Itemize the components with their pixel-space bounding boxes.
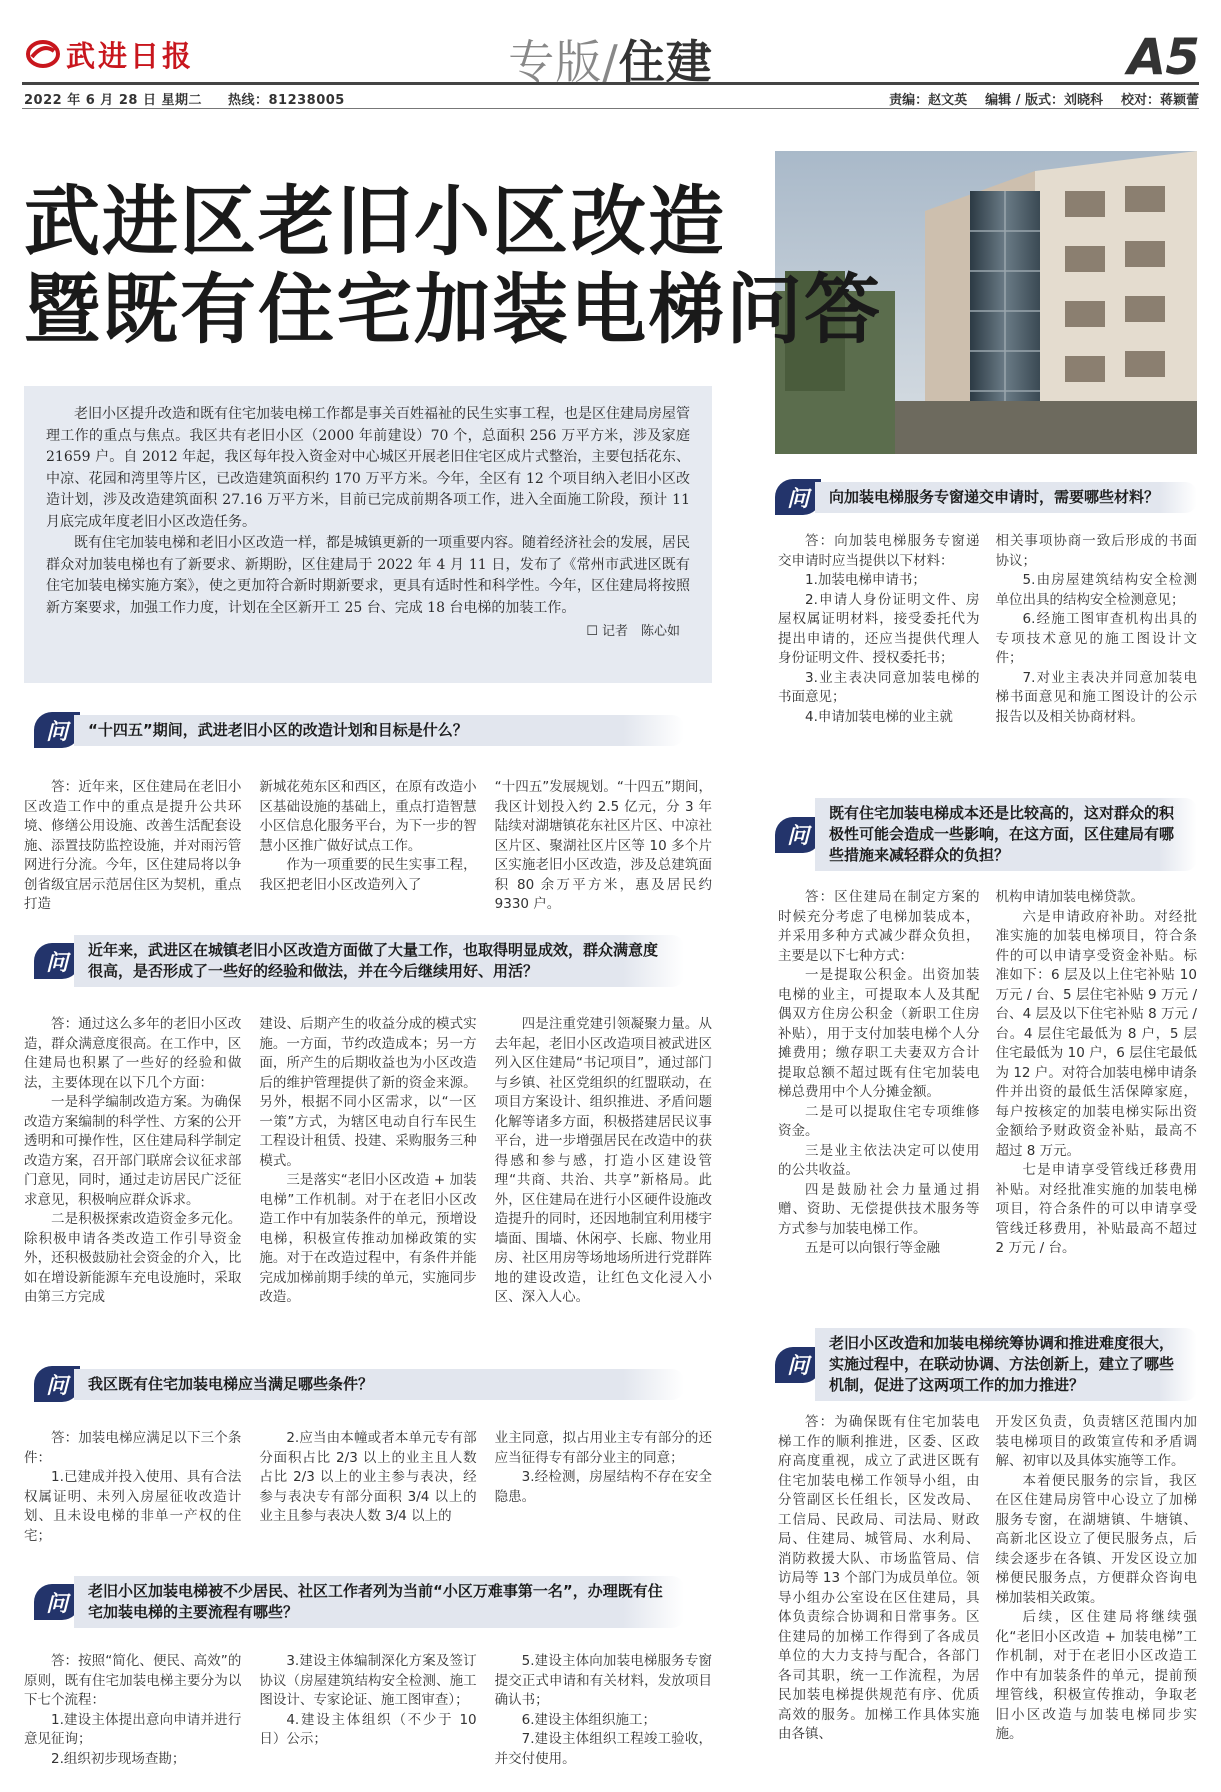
intro-paragraph-2: 既有住宅加装电梯和老旧小区改造一样，都是城镇更新的一项重要内容。随着经济社会的发展，居民群众对加装电梯也有了新要求、新期盼，区住建局于 2022 年 4 月 11 日，发布了《常州市武进区既有住宅加装电梯实施方案》，使之更加符合新时期新要求，更具有适时性和科学性。今年，区住建局将按照新方案要求，加强工作力度，计划在全区新开工 25 台、完成 18 台电梯的加装工作。 (46, 535, 690, 616)
answer-6 (778, 888, 1197, 1294)
answer-2 (24, 1015, 712, 1325)
answer-5 (778, 532, 1197, 758)
answer-4-col-1c: 2.组织初步现场查勘； (51, 1750, 186, 1767)
question-7-text: 老旧小区改造和加装电梯统筹协调和推进难度很大，实施过程中，在联动协调、方法创新上，建立了哪些机制，促进了这两项工作的加力推进？ (815, 1328, 1197, 1401)
headline-line-1: 武进区老旧小区改造 (24, 177, 726, 266)
answer-3-col-3b: 3.经检测，房屋结构不存在安全隐患。 (494, 1469, 712, 1505)
answer-3-col-3a: 业主同意，拟占用业主专有部分的还应当征得专有部分业主的同意； (494, 1430, 712, 1466)
answer-4-col-2a: 3.建设主体编制深化方案及签订协议（房屋建筑结构安全检测、施工图设计、专家论证、施工图审查）； (259, 1653, 477, 1708)
answer-6-col-2c: 七是申请享受管线迁移费用补贴。对经批准实施的加装电梯项目，符合条件的可以申请享受管线迁移费用，补贴最高不超过 2 万元 / 台。 (995, 1162, 1197, 1256)
byline: ☐ 记者 陈心如 (586, 624, 680, 639)
intro-paragraph-1: 老旧小区提升改造和既有住宅加装电梯工作都是事关百姓福祉的民生实事工程，也是区住建局房屋管理工作的重点与焦点。我区共有老旧小区（2000 年前建设）70 个，总面积 256 万平方米，涉及家庭 21659 户。自 2012 年起，我区每年投入资金对中心城区开展老旧住宅区成片式整治，主要包括花东、中凉、花园和湾里等片区，已改造建筑面积约 170 万平方米。今年，全区有 12 个项目纳入老旧小区改造计划，涉及改造建筑面积 27.16 万平方米，目前已完成前期各项工作，进入全面施工阶段，预计 11 月底完成年度老旧小区改造任务。 (46, 406, 690, 530)
question-4-text: 老旧小区加装电梯被不少居民、社区工作者列为当前“小区万难事第一名”，办理既有住宅加装电梯的主要流程有哪些？ (74, 1576, 684, 1628)
question-2-text: 近年来，武进区在城镇老旧小区改造方面做了大量工作，也取得明显成效，群众满意度很高，是否形成了一些好的经验和做法，并在今后继续用好、用活？ (74, 935, 684, 987)
answer-6-col-1a: 答：区住建局在制定方案的时候充分考虑了电梯加装成本，并采用多种方式减少群众负担，主要是以下七种方式： (778, 889, 980, 964)
answer-3-col-2: 2.应当由本幢或者本单元专有部分面积占比 2/3 以上的业主且人数占比 2/3 以上的业主参与表决，经参与表决专有部分面积 3/4 以上的业主且参与表决人数 3/4 以上的 (259, 1430, 477, 1524)
answer-7-col-1: 答：为确保既有住宅加装电梯工作的顺利推进，区委、区政府高度重视，成立了武进区既有住宅加装电梯工作领导小组，由分管副区长任组长，区发改局、工信局、民政局、司法局、财政局、住建局、城管局、水利局、消防救援大队、市场监管局、信访局等 13 个部门为成员单位。领导小组办公室设在区住建局，具体负责综合协调和日常事务。区住建局的加梯工作得到了各成员单位的大力支持与配合，各部门各司其职，统一工作流程，为居民加装电梯提供规范有序、优质高效的服务。加梯工作具体实施由各镇、 (778, 1414, 980, 1742)
answer-2-col-2b: 三是落实“老旧小区改造 + 加装电梯”工作机制。对于在老旧小区改造工作中有加装条件的单元，预增设电梯，积极宣传推动加梯政策的实施。对于在改造过程中，有条件并能完成加梯前期手续的单元，实施同步改造。 (259, 1172, 477, 1305)
question-badge: 问 (775, 817, 821, 853)
answer-3 (24, 1429, 712, 1544)
answer-1-col-1: 答：近年来，区住建局在老旧小区改造工作中的重点是提升公共环境、修缮公用设施、改善生活配套设施、添置技防监控设施，并对雨污管网进行分流。今年，区住建局将以争创省级宜居示范居住区为契机，重点打造 (24, 779, 242, 912)
answer-3-col-1b: 1.已建成并投入使用、具有合法权属证明、未列入房屋征收改造计划、且未设电梯的非单一产权的住宅； (24, 1469, 242, 1544)
answer-1-col-2b: 作为一项重要的民生实事工程，我区把老旧小区改造列入了 (259, 857, 477, 893)
answer-6-col-1d: 三是业主依法决定可以使用的公共收益。 (778, 1142, 980, 1178)
issue-info (24, 89, 371, 108)
answer-7-col-2c: 后续，区住建局将继续强化“老旧小区改造 + 加装电梯”工作机制，对于在老旧小区改造工作中有加装条件的单元，提前预埋管线，积极宣传推动，争取老旧小区改造与加装电梯同步实施。 (995, 1609, 1197, 1742)
question-4 (34, 1576, 684, 1628)
answer-5-col-1a: 答：向加装电梯服务专窗递交申请时应当提供以下材料： (778, 533, 980, 569)
answer-5-col-1e: 4.申请加装电梯的业主就 (805, 708, 953, 725)
logo-text: 武进日报 (66, 38, 195, 73)
answer-5-col-1b: 1.加装电梯申请书； (805, 572, 926, 588)
answer-1-col-3: “十四五”发展规划。“十四五”期间，我区计划投入约 2.5 亿元，分 3 年陆续对湖塘镇花东社区片区、中凉社区片区、聚湖社区片区等 10 多个片区实施老旧小区改造，涉及总建筑面积 80 余万平方米，惠及居民约 9330 户。 (494, 779, 712, 912)
answer-5-col-1d: 3.业主表决同意加装电梯的书面意见； (778, 669, 980, 705)
section-topic: 住建 (618, 35, 713, 89)
question-badge: 问 (34, 943, 80, 979)
question-badge: 问 (775, 479, 821, 515)
answer-4-col-2b: 4.建设主体组织（不少于 10 日）公示； (259, 1711, 477, 1747)
question-2 (34, 935, 684, 987)
answer-3-col-1a: 答：加装电梯应满足以下三个条件： (24, 1430, 242, 1466)
answer-5-col-2c: 6.经施工图审查机构出具的专项技术意见的施工图设计文件； (995, 611, 1197, 666)
question-5-text: 向加装电梯服务专窗递交申请时，需要哪些材料？ (815, 482, 1197, 513)
answer-5-col-2b: 5.由房屋建筑结构安全检测单位出具的结构安全检测意见； (995, 572, 1197, 608)
answer-6-col-1b: 一是提取公积金。出资加装电梯的业主，可提取本人及其配偶双方住房公积金（新职工住房补贴），用于支付加装电梯个人分摊费用；缴存职工夫妻双方合计提取总额不超过既有住宅加装电梯总费用中个人分摊金额。 (778, 967, 980, 1100)
answer-6-col-2a: 机构申请加装电梯贷款。 (995, 889, 1144, 905)
answer-7 (778, 1413, 1197, 1785)
headline-line-2: 暨既有住宅加装电梯问答 (24, 265, 882, 354)
layout-credit: 编辑 / 版式：刘晓科 (985, 93, 1103, 108)
question-6-text: 既有住宅加装电梯成本还是比较高的，这对群众的积极性可能会造成一些影响，在这方面，区住建局有哪些措施来减轻群众的负担？ (815, 798, 1197, 871)
section-separator: / (602, 35, 619, 89)
answer-4-col-1a: 答：按照“简化、便民、高效”的原则，既有住宅加装电梯主要分为以下七个流程： (24, 1653, 242, 1708)
answer-4-col-3a: 5.建设主体向加装电梯服务专窗提交正式申请和有关材料，发放项目确认书； (494, 1653, 712, 1708)
answer-4-col-3c: 7.建设主体组织工程竣工验收，并交付使用。 (494, 1731, 712, 1767)
answer-4-col-1b: 1.建设主体提出意向申请并进行意见征询； (24, 1711, 242, 1747)
answer-2-col-3: 四是注重党建引领凝聚力量。从去年起，老旧小区改造项目被武进区列入区住建局“书记项目”，通过部门与乡镇、社区党组织的红盟联动，在项目方案设计、组织推进、矛盾问题化解等诸多方面，积极搭建居民议事平台，进一步增强居民在改造中的获得感和参与感，打造小区建设管理“共商、共治、共享”新格局。此外，区住建局在进行小区硬件设施改造提升的同时，还因地制宜利用楼宇墙面、围墙、休闲亭、长廊、物业用房、社区用房等场地场所进行党群阵地的建设改造，让红色文化浸入小区、深入人心。 (494, 1016, 712, 1305)
answer-5-col-2a: 相关事项协商一致后形成的书面协议； (995, 533, 1197, 569)
answer-2-col-1a: 答：通过这么多年的老旧小区改造，群众满意度很高。在工作中，区住建局也积累了一些好的经验和做法，主要体现在以下几个方面： (24, 1016, 242, 1091)
answer-6-col-1c: 二是可以提取住宅专项维修资金。 (778, 1103, 980, 1139)
answer-6-col-1e: 四是鼓励社会力量通过捐赠、资助、无偿提供技术服务等方式参与加装电梯工作。 (778, 1181, 980, 1237)
sub-rule (22, 108, 1199, 109)
question-5 (775, 479, 1197, 515)
page-number: A5 (1127, 28, 1199, 86)
answer-7-col-2a: 开发区负责，负责辖区范围内加装电梯项目的政策宣传和矛盾调解、初审以及具体实施等工作。 (995, 1414, 1197, 1469)
answer-7-col-2b: 本着便民服务的宗旨，我区在区住建局房管中心设立了加梯服务专窗，在湖塘镇、牛塘镇、高新北区设立了便民服务点，后续会逐步在各镇、开发区设立加梯便民服务点，方便群众咨询电梯加装相关政策。 (995, 1472, 1197, 1606)
answer-1 (24, 778, 712, 912)
question-3 (34, 1366, 684, 1402)
question-badge: 问 (775, 1347, 821, 1383)
hotline: 热线：81238005 (227, 93, 345, 108)
intro-box (24, 386, 712, 683)
question-7 (775, 1328, 1197, 1401)
answer-2-col-1c: 二是积极探索改造资金多元化。除积极申请各类改造工作引导资金外，还积极鼓励社会资金的介入，比如在增设新能源车充电设施时，采取由第三方完成 (24, 1211, 242, 1305)
answer-1-col-2a: 新城花苑东区和西区，在原有改造小区基础设施的基础上，重点打造智慧小区信息化服务平台，为下一步的智慧小区推广做好试点工作。 (259, 779, 477, 854)
answer-2-col-2a: 建设、后期产生的收益分成的模式实施。一方面，节约改造成本；另一方面，所产生的后期收益也为小区改造后的维护管理提供了新的资金来源。另外，根据不同小区需求，以“一区一策”方式，为辖区电动自行车民生工程设计租赁、投建、采购服务三种模式。 (259, 1016, 477, 1169)
proof-credit: 校对：蒋颖蕾 (1120, 93, 1199, 108)
question-badge: 问 (34, 1366, 80, 1402)
answer-4-col-3b: 6.建设主体组织施工； (521, 1711, 657, 1728)
question-badge: 问 (34, 712, 80, 748)
question-1 (34, 712, 684, 748)
answer-6-col-2b: 六是申请政府补助。对经批准实施的加装电梯项目，符合条件的可以申请享受资金补贴。标准如下：6 层及以上住宅补贴 10 万元 / 台、5 层住宅补贴 9 万元 / 台、4 层及以下住宅补贴 8 万元 / 台。4 层住宅最低为 8 户，5 层住宅最低为 10 户，6 层住宅最低为 12 户。对符合加装电梯申请条件并出资的最低生活保障家庭，每户按核定的加装电梯实际出资金额给予财政资金补贴，最高不超过 8 万元。 (995, 908, 1197, 1159)
question-badge: 问 (34, 1584, 80, 1620)
staff-credits (871, 89, 1199, 108)
answer-5-col-1c: 2.申请人身份证明文件、房屋权属证明材料，接受委托代为提出申请的，还应当提供代理人身份证明文件、授权委托书； (778, 591, 980, 666)
answer-5-col-2d: 7.对业主表决并同意加装电梯书面意见和施工图设计的公示报告以及相关协商材料。 (995, 669, 1197, 725)
answer-2-col-1b: 一是科学编制改造方案。为确保改造方案编制的科学性、方案的公开透明和可操作性，区住建局科学制定改造方案，召开部门联席会议征求部门意见，同时，通过走访居民广泛征求意见，积极响应群众诉求。 (24, 1094, 242, 1208)
editor-credit: 责编：赵文英 (889, 93, 968, 108)
answer-6-col-1f: 五是可以向银行等金融 (805, 1240, 940, 1256)
issue-date: 2022 年 6 月 28 日 星期二 (24, 93, 202, 108)
section-name: 专版 (508, 35, 603, 89)
top-rule (22, 82, 1199, 85)
question-6 (775, 798, 1197, 871)
question-3-text: 我区既有住宅加装电梯应当满足哪些条件？ (74, 1369, 684, 1400)
answer-4 (24, 1652, 712, 1782)
main-headline (24, 178, 882, 354)
question-1-text: “十四五”期间，武进老旧小区的改造计划和目标是什么？ (74, 715, 684, 746)
